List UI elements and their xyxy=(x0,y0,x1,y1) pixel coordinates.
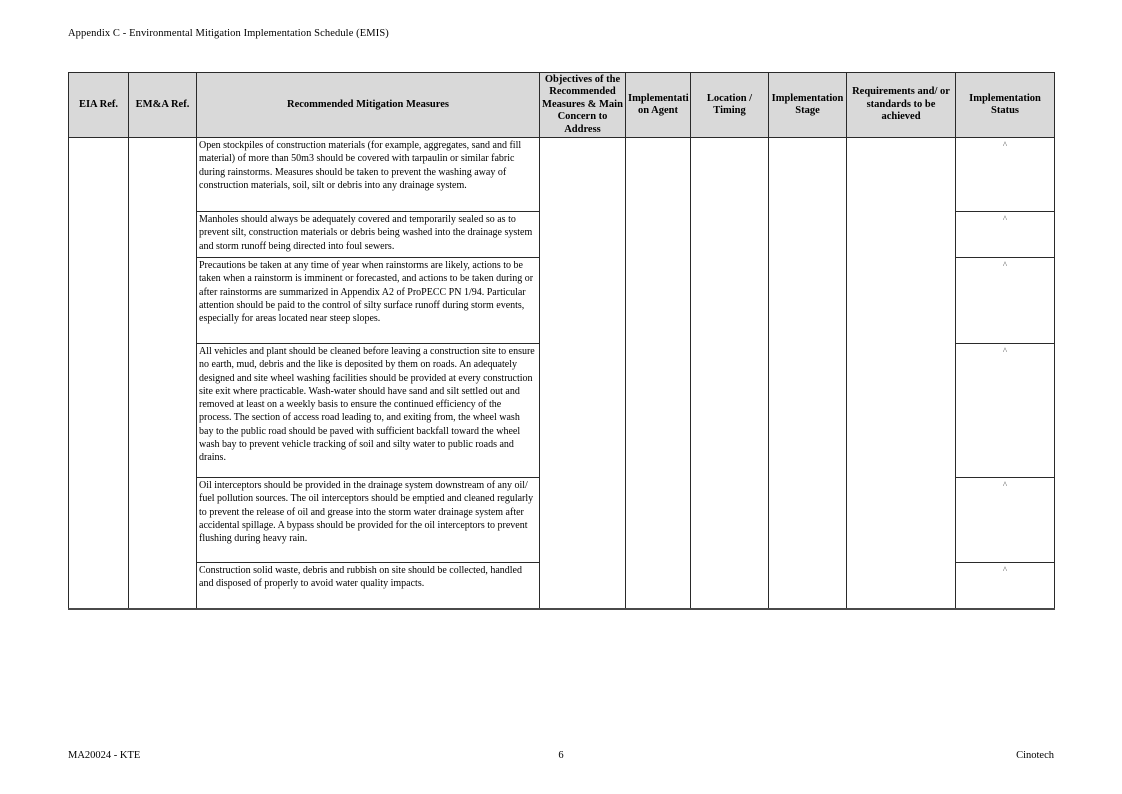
status-caret-marker: ^ xyxy=(1002,346,1008,356)
status-caret-marker: ^ xyxy=(1002,140,1008,150)
footer-company-name: Cinotech xyxy=(1016,750,1054,761)
implementation-stage-column-empty-cell xyxy=(769,138,847,609)
status-cell xyxy=(956,478,1055,563)
objectives-column-empty-cell xyxy=(540,138,626,609)
status-caret-marker: ^ xyxy=(1002,480,1008,490)
measure-cell: Oil interceptors should be provided in the drainage system downstream of any oil/ fuel pollution sources. The oil interceptors should be emptied and cleaned regularly to prevent the release of oil and grease into the storm water drainage system after accidental spillage. A bypass should be provided for the oil interceptors to prevent flushing during heavy rain. xyxy=(197,478,540,563)
implementation-agent-column-empty-cell xyxy=(626,138,691,609)
column-header-requirements-standards: Requirements and/ or standards to be achieved xyxy=(847,73,956,138)
status-cell xyxy=(956,258,1055,344)
footer-project-ref: MA20024 - KTE xyxy=(68,750,141,761)
status-caret-marker: ^ xyxy=(1002,565,1008,575)
column-header-implementation-agent: Implementati on Agent xyxy=(626,73,691,138)
status-cell xyxy=(956,563,1055,609)
measure-cell: Precautions be taken at any time of year when rainstorms are likely, actions to be taken when a rainstorm is imminent or forecasted, and actions to be taken during or after rainstorms are summarized in Appendix A2 of ProPECC PN 1/94. Particular attention should be paid to the control of silty surface runoff during storm events, especially for areas located near steep slopes. xyxy=(197,258,540,344)
table-row xyxy=(69,138,1055,212)
page-title: Appendix C - Environmental Mitigation Implementation Schedule (EMIS) xyxy=(68,28,389,39)
status-cell xyxy=(956,344,1055,478)
column-header-recommended-mitigation-measures: Recommended Mitigation Measures xyxy=(197,73,540,138)
measure-cell: Construction solid waste, debris and rubbish on site should be collected, handled and disposed of properly to avoid water quality impacts. xyxy=(197,563,540,609)
location-timing-column-empty-cell xyxy=(691,138,769,609)
column-header-ema-ref: EM&A Ref. xyxy=(129,73,197,138)
emis-table xyxy=(68,72,1055,610)
table-header-row xyxy=(69,73,1055,138)
footer-page-number: 6 xyxy=(558,750,564,761)
column-header-implementation-stage: Implementation Stage xyxy=(769,73,847,138)
ema-ref-column-empty-cell xyxy=(129,138,197,609)
status-cell xyxy=(956,138,1055,212)
measure-cell: All vehicles and plant should be cleaned before leaving a construction site to ensure no earth, mud, debris and the like is deposited by them on roads. An adequately designed and site wheel washing facilities should be provided at every construction site exit where practicable. Wash-water should have sand and silt settled out and removed at least on a weekly basis to ensure the continued efficiency of the process. The section of access road leading to, and exiting from, the wheel wash bay to the public road should be paved with sufficient backfall toward the wheel wash bay to prevent vehicle tracking of soil and silty water to public roads and drains. xyxy=(197,344,540,478)
measure-cell: Open stockpiles of construction materials (for example, aggregates, sand and fill material) of more than 50m3 should be covered with tarpaulin or similar fabric during rainstorms. Measures should be taken to prevent the washing away of construction materials, soil, silt or debris into any drainage system. xyxy=(197,138,540,212)
column-header-eia-ref: EIA Ref. xyxy=(69,73,129,138)
measure-cell: Manholes should always be adequately covered and temporarily sealed so as to prevent silt, construction materials or debris being washed into the drainage system and storm runoff being directed into foul sewers. xyxy=(197,212,540,258)
column-header-implementation-status: Implementation Status xyxy=(956,73,1055,138)
requirements-column-empty-cell xyxy=(847,138,956,609)
column-header-objectives: Objectives of the Recommended Measures & Main Concern to Address xyxy=(540,73,626,138)
status-cell xyxy=(956,212,1055,258)
column-header-location-timing: Location / Timing xyxy=(691,73,769,138)
eia-ref-column-empty-cell xyxy=(69,138,129,609)
status-caret-marker: ^ xyxy=(1002,260,1008,270)
status-caret-marker: ^ xyxy=(1002,214,1008,224)
